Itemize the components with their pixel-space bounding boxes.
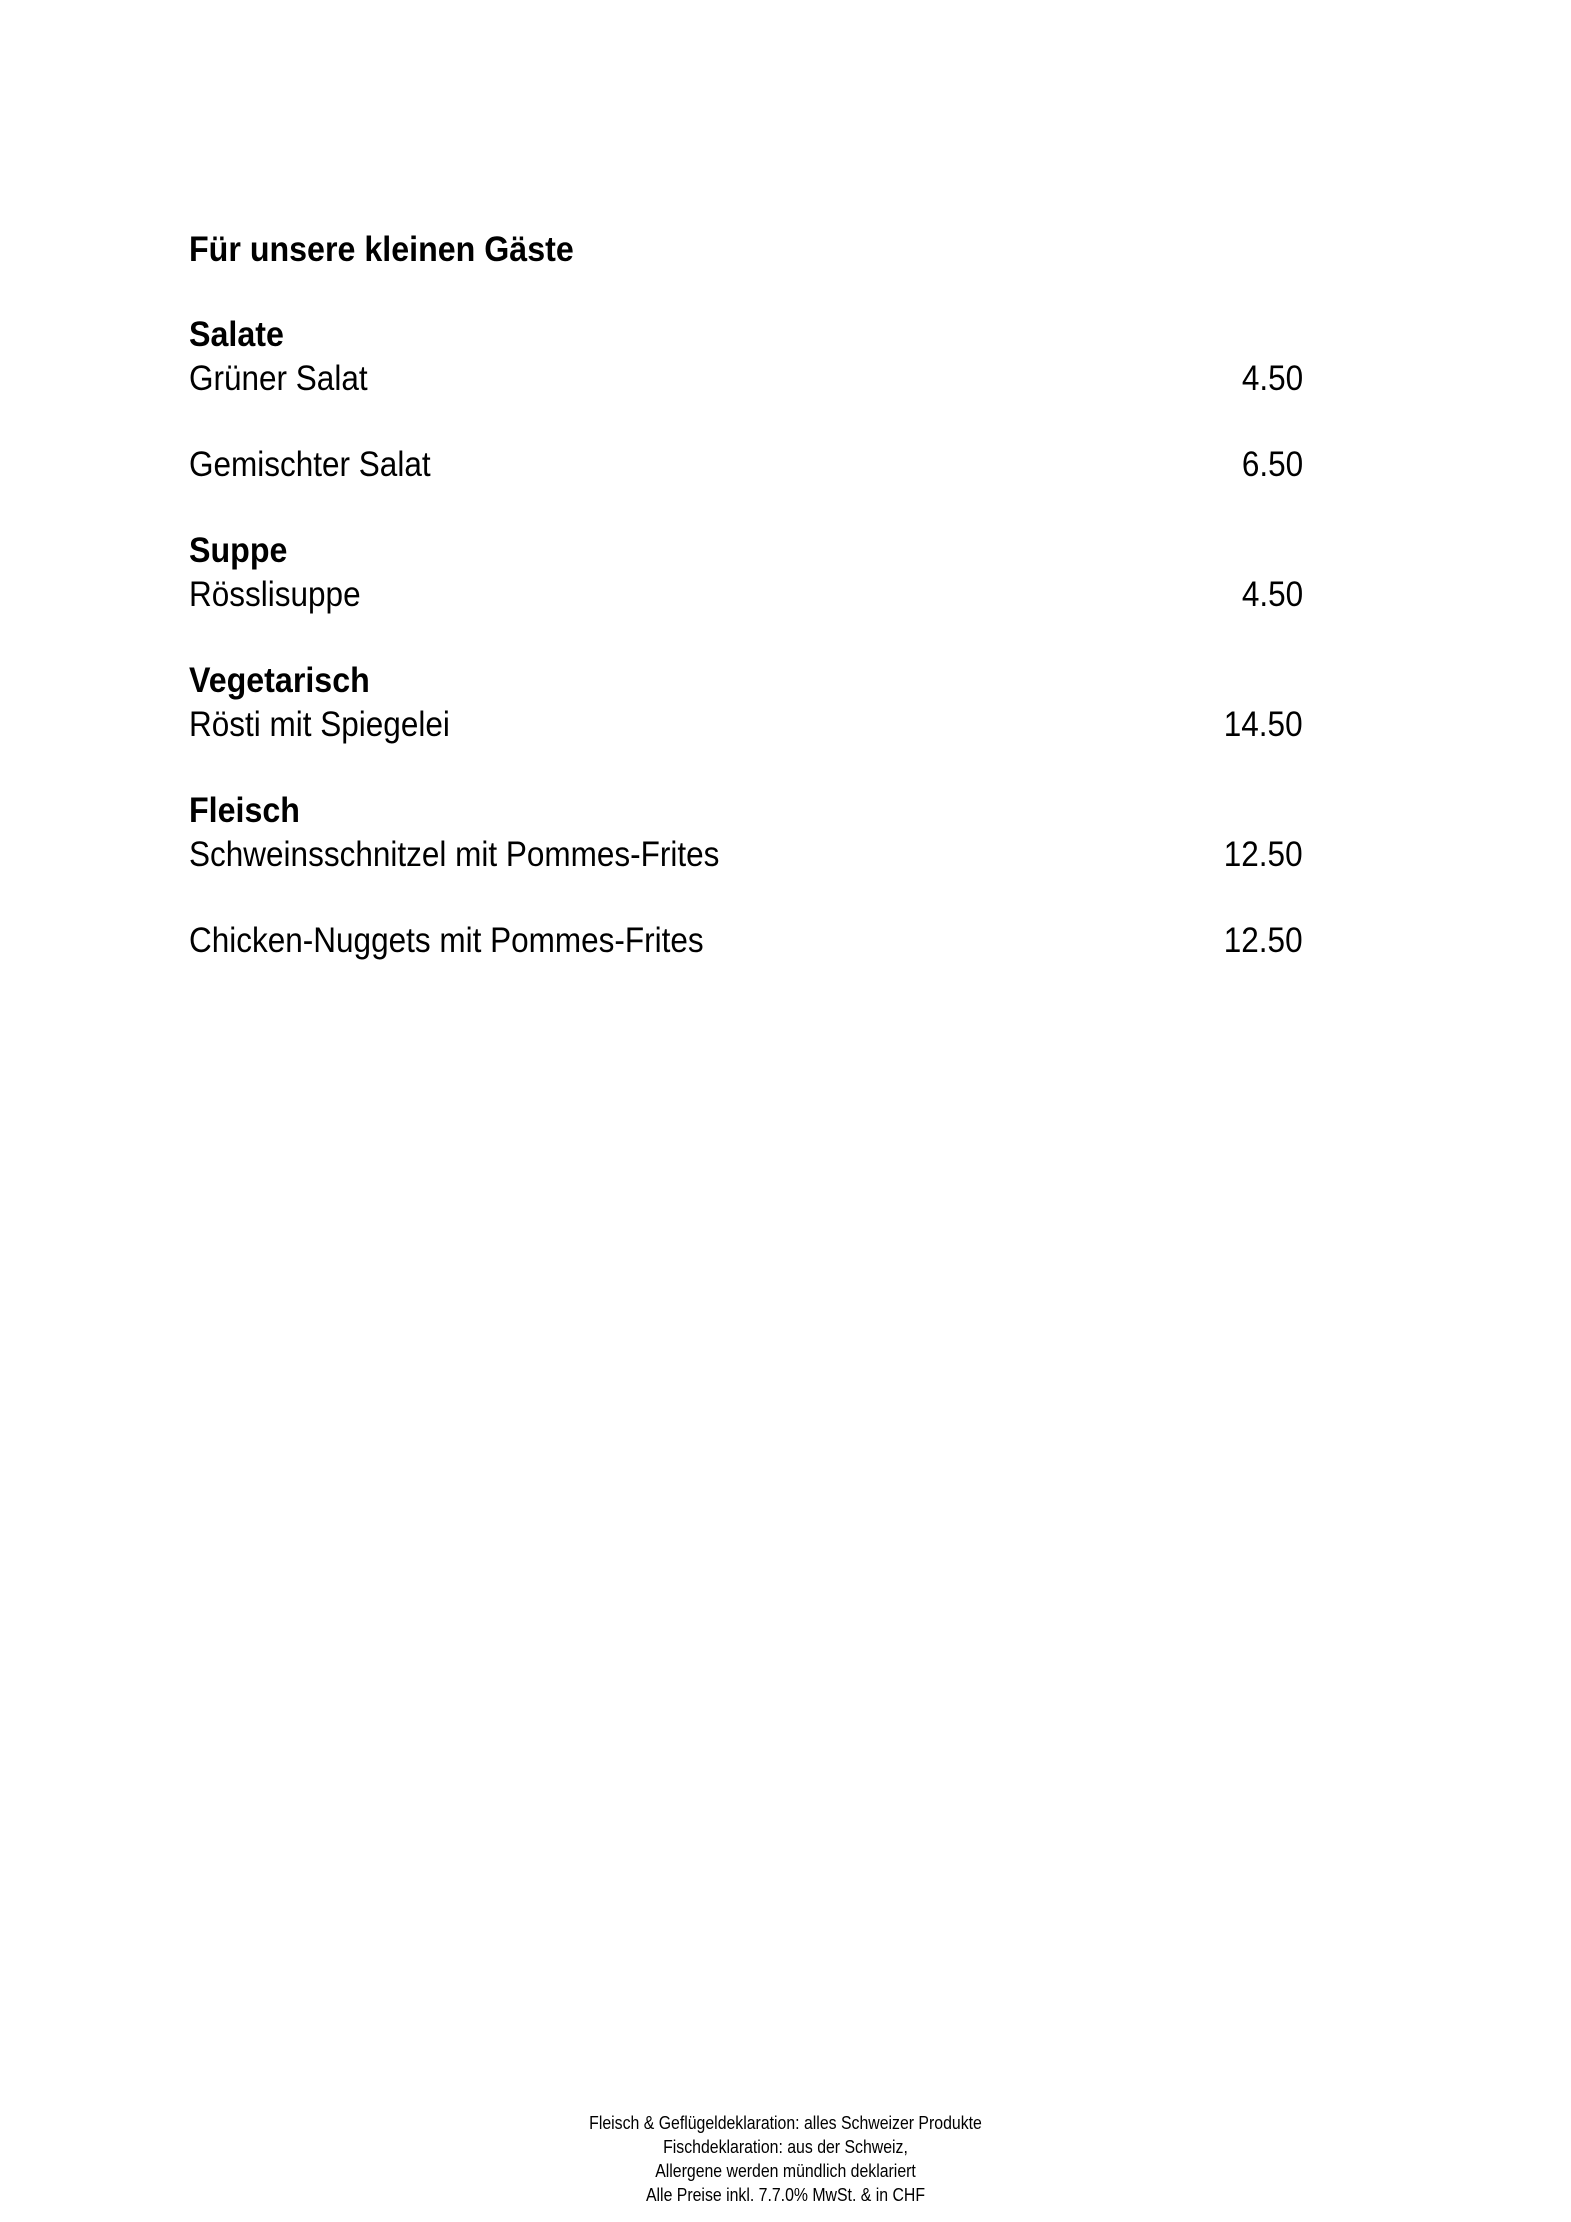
item-price: 4.50 [1241, 575, 1303, 614]
item-price: 12.50 [1224, 835, 1303, 874]
footer-line: Allergene werden mündlich deklariert [655, 2161, 916, 2181]
section-fleisch [189, 789, 1303, 962]
page-title: Für unsere kleinen Gäste [189, 230, 574, 269]
footer-line: Alle Preise inkl. 7.7.0% MwSt. & in CHF [645, 2185, 926, 2205]
footer-notes [0, 2111, 1571, 2207]
menu-item [189, 573, 1303, 616]
item-name: Grüner Salat [189, 359, 368, 398]
section-heading: Fleisch [189, 791, 300, 830]
item-name: Schweinsschnitzel mit Pommes-Frites [189, 835, 720, 874]
section-salate [189, 313, 1303, 486]
item-name: Rösslisuppe [189, 575, 361, 614]
item-price: 12.50 [1224, 921, 1303, 960]
item-name: Chicken-Nuggets mit Pommes-Frites [189, 921, 704, 960]
menu-item [189, 833, 1303, 876]
item-name: Gemischter Salat [189, 445, 431, 484]
footer-line: Fleisch & Geflügeldeklaration: alles Schweizer Produkte [589, 2113, 982, 2133]
section-vegetarisch [189, 659, 1303, 746]
section-heading: Salate [189, 315, 284, 354]
item-price: 4.50 [1241, 359, 1303, 398]
menu-item [189, 919, 1303, 962]
footer-line: Fischdeklaration: aus der Schweiz, [663, 2137, 908, 2157]
menu-item [189, 443, 1303, 486]
item-price: 14.50 [1224, 705, 1303, 744]
section-heading: Suppe [189, 531, 288, 570]
menu-content [189, 228, 1303, 962]
section-heading: Vegetarisch [189, 661, 370, 700]
menu-item [189, 357, 1303, 400]
item-name: Rösti mit Spiegelei [189, 705, 450, 744]
menu-item [189, 703, 1303, 746]
section-suppe [189, 529, 1303, 616]
item-price: 6.50 [1241, 445, 1303, 484]
